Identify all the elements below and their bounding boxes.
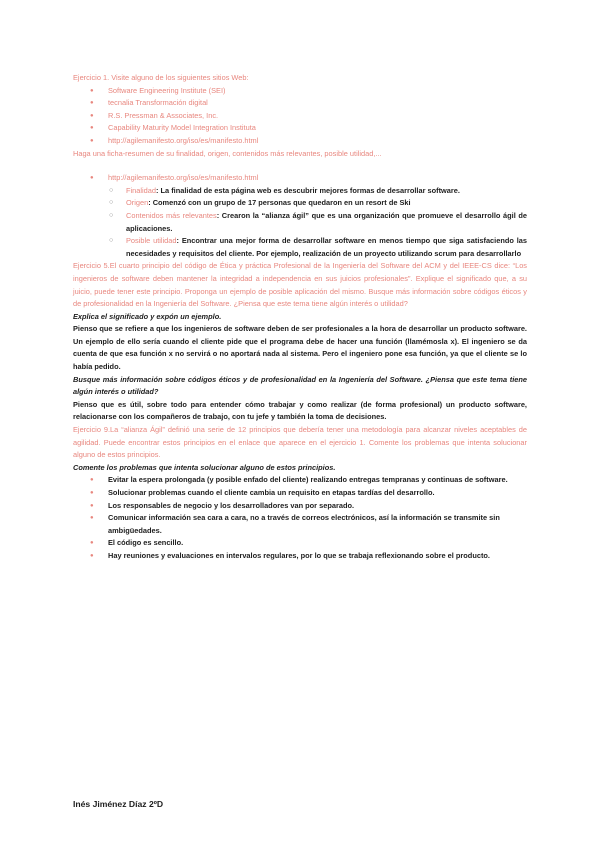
site-item[interactable]: ● Software Engineering Institute (SEI) xyxy=(73,85,527,98)
field-label: Posible utilidad xyxy=(126,236,177,246)
field-label: Finalidad xyxy=(126,185,156,195)
principle-item: ● Evitar la espera prolongada (y posible enfado del cliente) realizando entregas tempranas y continuas de software. xyxy=(73,474,527,487)
exercise-5-answer-1: Pienso que se refiere a que los ingenieros de software deben de ser profesionales a la hora de desarrollar un producto software. Un ejemplo de ello sería cuando el cliente pide que el programa debe de hacer una función (llamémosla x). El ingeniero se da cuenta de que esa función x no servirá o no aportará nada al sistema. Pero el ingeniero pone esa función, ya que el cliente se lo había pedido. xyxy=(73,324,527,372)
document-body xyxy=(73,72,527,563)
exercise-5-question-1: Explica el significado y expón un ejemplo. xyxy=(73,311,222,321)
field-text: : Encontrar una mejor forma de desarrollar software en menos tiempo que siga satisfaciendo las necesidades y requisitos del cliente. Por ejemplo, realización de un proyecto utilizando scrum para desarrollarlo xyxy=(126,236,528,258)
site-item[interactable]: ● tecnalia Transformación digital xyxy=(73,97,527,110)
answer-site-list xyxy=(73,172,527,185)
exercise-5-answer-2: Pienso que es útil, sobre todo para entender cómo trabajar y como realizar (de forma profesional) un producto software, relacionarse con los compañeros de trabajo, con tu jefe y también la toma de decisiones. xyxy=(73,399,527,422)
principle-item: ● El código es sencillo. xyxy=(73,537,527,550)
site-item[interactable]: ● Capability Maturity Model Integration Instituta xyxy=(73,122,527,135)
summary-field xyxy=(73,235,527,260)
principle-item: ● Comunicar información sea cara a cara, no a través de correos electrónicos, así la información se transmite sin ambigüedades. xyxy=(73,512,527,537)
summary-field xyxy=(73,197,527,210)
summary-fields xyxy=(73,185,527,261)
footer-author: Inés Jiménez Díaz 2ºD xyxy=(73,799,164,809)
field-text: : La finalidad de esta página web es descubrir mejores formas de desarrollar software. xyxy=(156,185,460,195)
summary-field xyxy=(73,210,527,235)
site-item[interactable]: ● R.S. Pressman & Associates, Inc. xyxy=(73,110,527,123)
exercise-1-task: Haga una ficha-resumen de su finalidad, origen, contenidos más relevantes, posible utilidad,... xyxy=(73,148,382,158)
principle-item: ● Los responsables de negocio y los desarrolladores van por separado. xyxy=(73,500,527,513)
principle-item: ● Solucionar problemas cuando el cliente cambia un requisito en etapas tardías del desarrollo. xyxy=(73,487,527,500)
exercise-5-statement: Ejercicio 5.El cuarto principio del código de Ética y práctica Profesional de la Ingeniería del Software del ACM y del IEEE-CS dice: “Los ingenieros de software deben mantener la integridad a independencia en sus juicios profesionales”. Explique el significado que, a su juicio, puede tener este principio. Proponga un ejemplo de posible aplicación del mismo. Busque más información sobre códigos éticos y de profesionalidad en la Ingeniería del Software. ¿Piensa que este tema tiene algún interés o utilidad? xyxy=(73,261,527,309)
exercise-9-question: Comente los problemas que intenta solucionar alguno de estos principios. xyxy=(73,462,336,472)
sites-list xyxy=(73,85,527,148)
principles-list xyxy=(73,474,527,562)
answer-site-link[interactable]: ● http://agilemanifesto.org/iso/es/manifesto.html xyxy=(73,172,527,185)
field-text: : Crearon la “alianza ágil” que es una organización que promueve el desarrollo ágil de aplicaciones. xyxy=(126,210,527,233)
principle-item: ● Hay reuniones y evaluaciones en intervalos regulares, por lo que se trabaja reflexionando sobre el producto. xyxy=(73,550,527,563)
field-label: Contenidos más relevantes xyxy=(126,210,217,220)
field-text: : Comenzó con un grupo de 17 personas que quedaron en un resort de Ski xyxy=(148,198,411,208)
exercise-1-title: Ejercicio 1. Visite alguno de los siguientes sitios Web: xyxy=(73,73,249,82)
exercise-9-statement: Ejercicio 9.La “alianza Ágil” definió una serie de 12 principios que debería tener una metodología para alcanzar niveles aceptables de agilidad. Puede encontrar estos principios en el enlace que aparece en el ejercicio 1. Comente los problemas que intenta solucionar alguno de estos principios. xyxy=(73,425,527,460)
summary-field xyxy=(73,185,527,198)
exercise-5-question-2: Busque más información sobre códigos éticos y de profesionalidad en la Ingeniería del Software. ¿Piensa que este tema tiene algún interés o utilidad? xyxy=(73,374,527,397)
site-item[interactable]: ● http://agilemanifesto.org/iso/es/manifesto.html xyxy=(73,135,527,148)
field-label: Origen xyxy=(126,198,149,208)
